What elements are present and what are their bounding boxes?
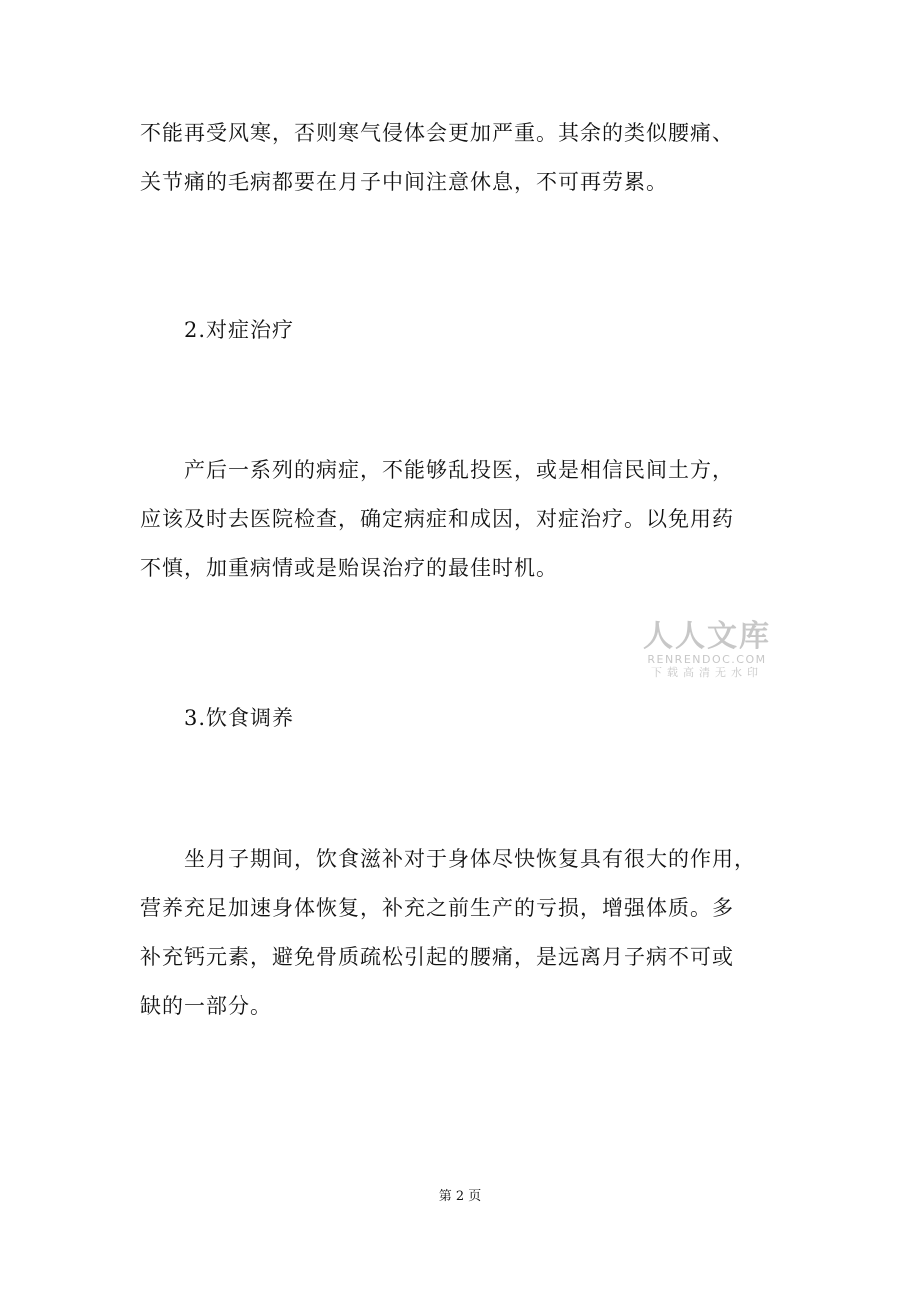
watermark-subtitle: 下载高清无水印: [651, 666, 763, 679]
paragraph-3-line-3: 补充钙元素，避免骨质疏松引起的腰痛，是远离月子病不可或: [140, 945, 734, 969]
paragraph-3-line-2: 营养充足加速身体恢复，补充之前生产的亏损，增强体质。多: [140, 896, 734, 920]
paragraph-1-line-1: 不能再受风寒，否则寒气侵体会更加严重。其余的类似腰痛、: [140, 121, 734, 145]
paragraph-1-line-2: 关节痛的毛病都要在月子中间注意休息，不可再劳累。: [140, 170, 668, 194]
section-heading-3: 3.饮食调养: [184, 706, 295, 730]
paragraph-3-line-1: 坐月子期间，饮食滋补对于身体尽快恢复具有很大的作用，: [184, 847, 756, 871]
watermark-domain: RENRENDOC.COM: [647, 653, 767, 666]
paragraph-2-line-1: 产后一系列的病症，不能够乱投医，或是相信民间土方，: [184, 458, 734, 482]
section-heading-2: 2.对症治疗: [184, 318, 295, 342]
paragraph-2-line-3: 不慎，加重病情或是贻误治疗的最佳时机。: [140, 556, 558, 580]
paragraph-2-line-2: 应该及时去医院检查，确定病症和成因，对症治疗。以免用药: [140, 507, 734, 531]
page-number-footer: 第 2 页: [438, 1189, 482, 1204]
watermark-title: 人人文库: [643, 619, 771, 654]
renrendoc-watermark: [642, 621, 772, 683]
paragraph-3-line-4: 缺的一部分。: [140, 994, 272, 1018]
